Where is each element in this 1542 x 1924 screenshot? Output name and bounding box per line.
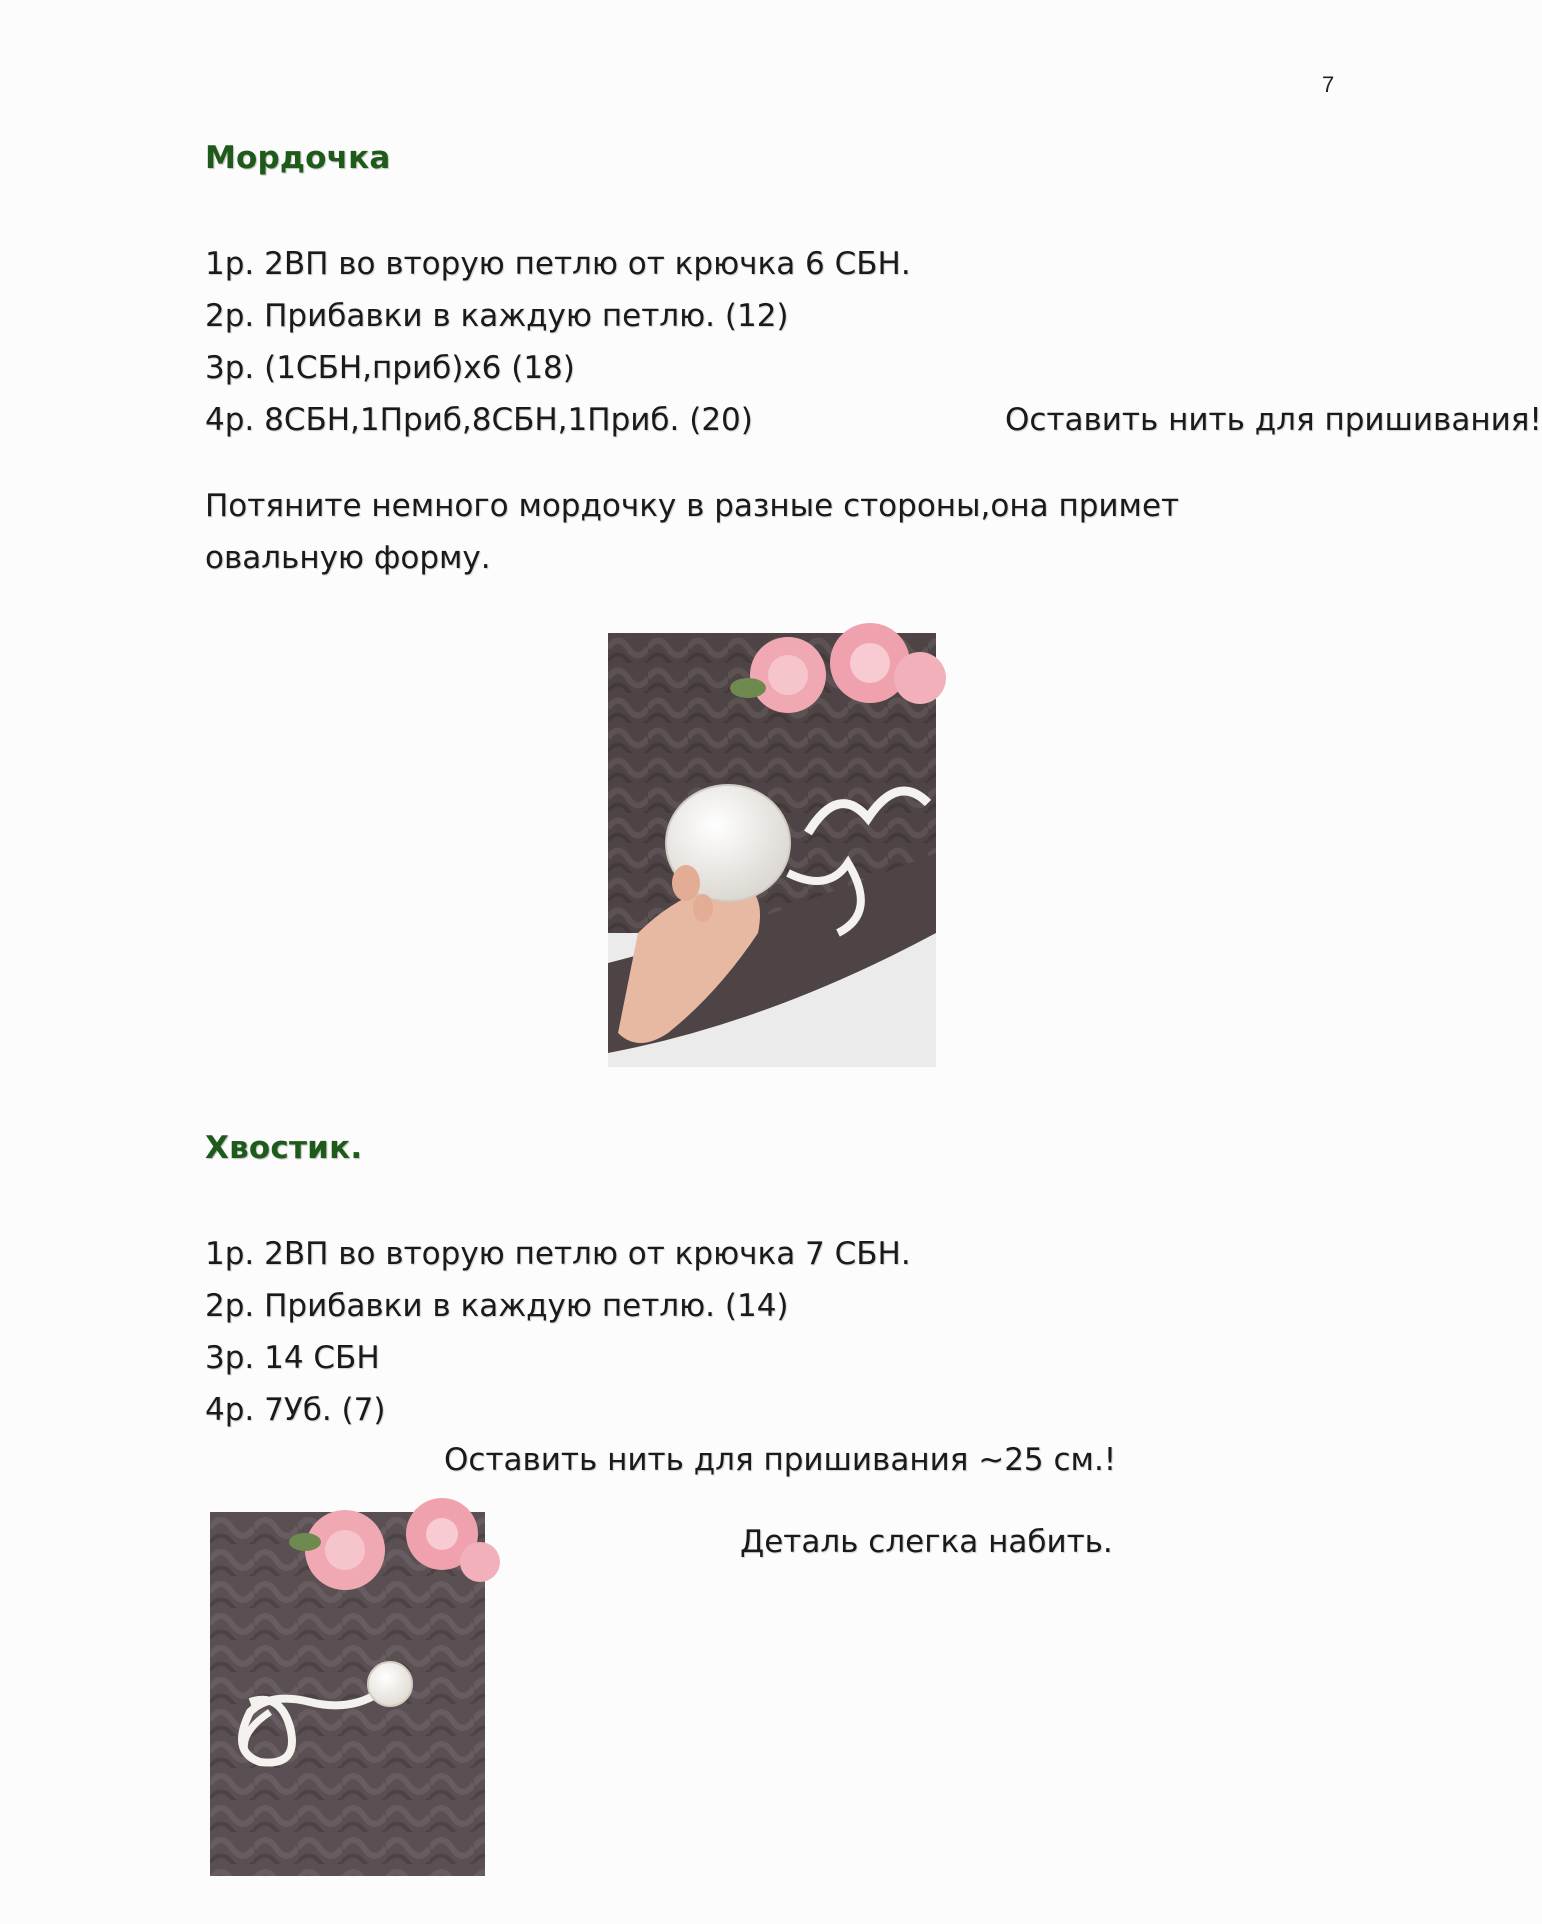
tail-row-4: 4р. 7Уб. (7) <box>205 1392 386 1428</box>
tail-row-1: 1р. 2ВП во вторую петлю от крючка 7 СБН. <box>205 1236 911 1272</box>
tail-stuff-note: Деталь слегка набить. <box>740 1524 1113 1560</box>
section-title-muzzle: Мордочка <box>205 140 391 176</box>
tail-row-3: 3р. 14 СБН <box>205 1340 380 1376</box>
tail-photo <box>210 1512 485 1876</box>
tail-row-2: 2р. Прибавки в каждую петлю. (14) <box>205 1288 789 1324</box>
muzzle-thread-note: Оставить нить для пришивания! <box>1005 402 1542 438</box>
section-title-tail: Хвостик. <box>205 1130 363 1166</box>
muzzle-row-4-line <box>205 400 1542 440</box>
muzzle-row-4: 4р. 8СБН,1Приб,8СБН,1Приб. (20) <box>205 402 753 438</box>
muzzle-photo <box>608 633 936 1067</box>
tail-thread-note: Оставить нить для пришивания ~25 см.! <box>444 1442 1117 1478</box>
muzzle-paragraph: Потяните немного мордочку в разные стороны,она примет овальную форму. <box>205 488 1180 576</box>
muzzle-row-2: 2р. Прибавки в каждую петлю. (12) <box>205 298 789 334</box>
page-number: 7 <box>1322 72 1335 97</box>
muzzle-row-1: 1р. 2ВП во вторую петлю от крючка 6 СБН. <box>205 246 911 282</box>
muzzle-row-3: 3р. (1СБН,приб)х6 (18) <box>205 350 575 386</box>
